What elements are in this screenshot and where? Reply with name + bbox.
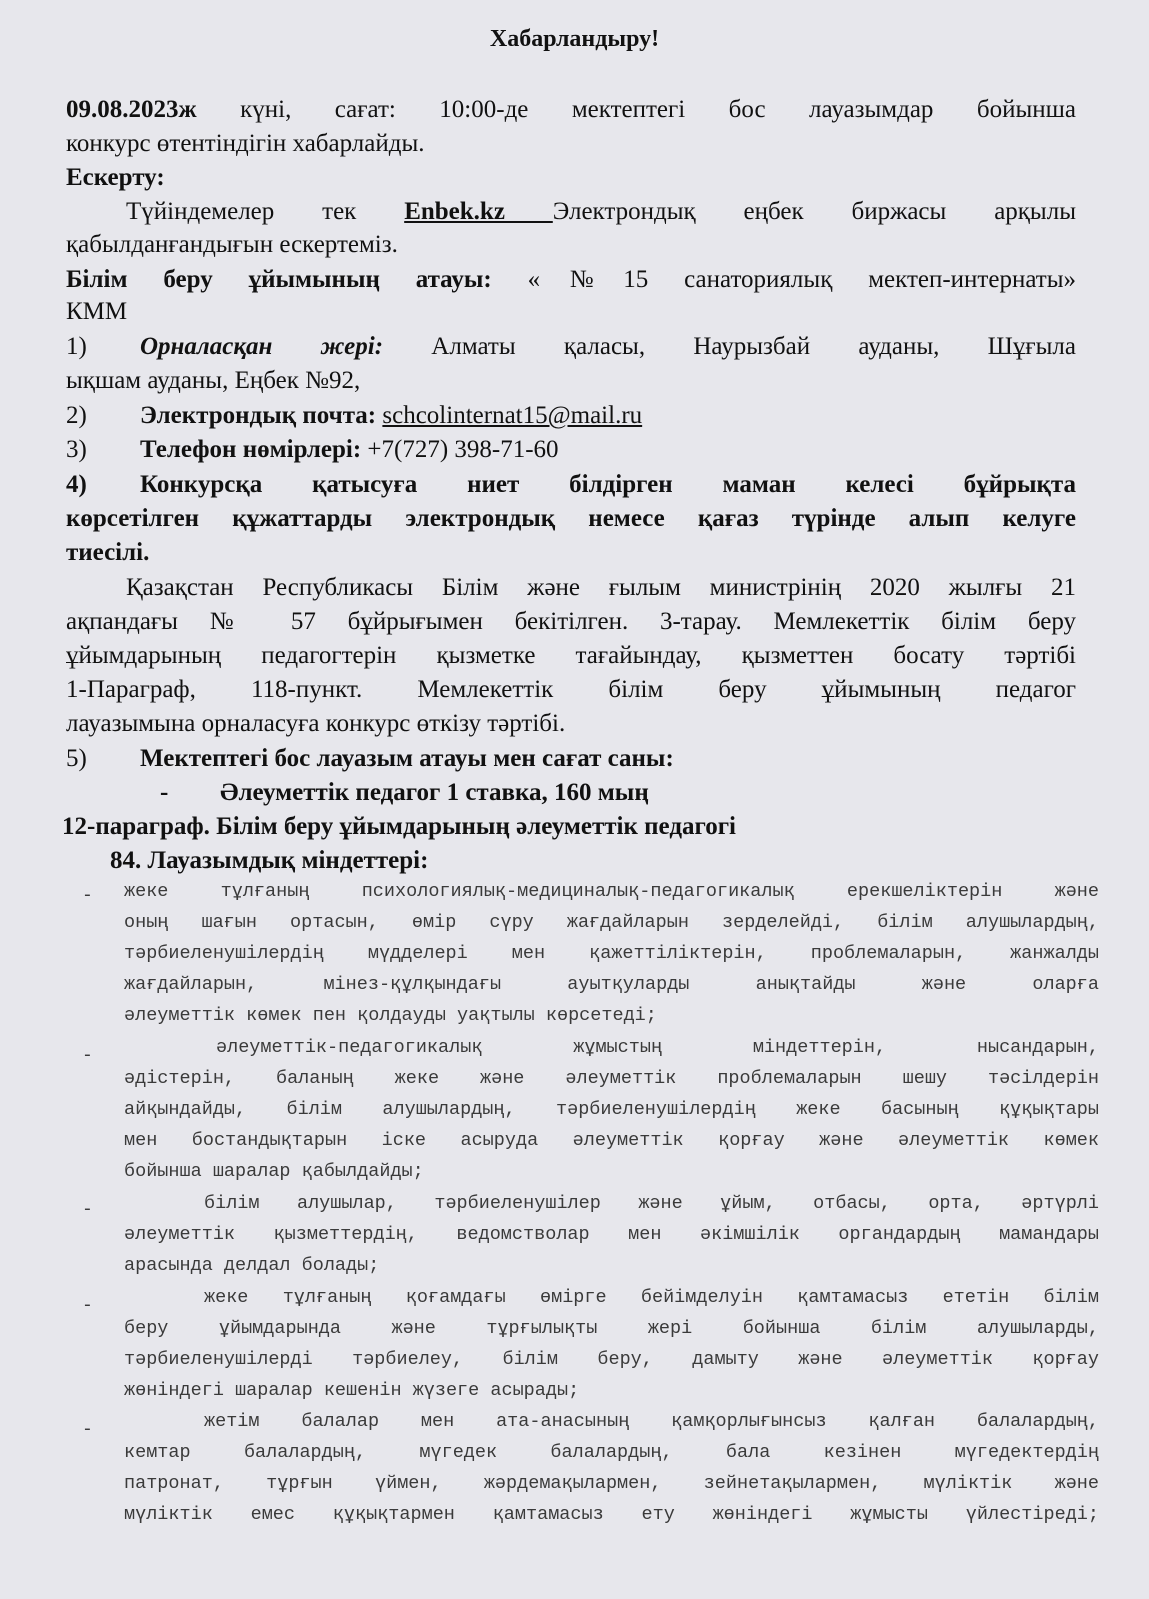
note-line-2: қабылданғандығын ескертеміз.	[66, 231, 398, 258]
order-line-5: лауазымына орналасуға конкурс өткізу тәртібі.	[66, 710, 566, 737]
duty-2: әлеуметтік-педагогикалық жұмыстың міндеттерін, нысандарын, әдістерін, баланың жеке және әлеуметтік проблемаларын шешу тәсілдерін айқындайды, білім алушылардың, тәрбиеленушілердің жеке басының құқықтары мен бостандықтарын іске асыруда әлеуметтік қорғау және әлеуметтік көмек бойынша шаралар қабылдайды;	[124, 1037, 1099, 1182]
paragraph-heading: 12-параграф. Білім беру ұйымдарының әлеуметтік педагогі	[62, 813, 736, 840]
duty-4: жеке тұлғаның қоғамдағы өмірге бейімделуін қамтамасыз ететін білім беру ұйымдарында және тұрғылықты жері бойынша білім алушыларды, тәрбиеленушілерді тәрбиелеу, білім беру, дамыту және әлеуметтік қорғау жөніндегі шаралар кешенін жүзеге асырады;	[124, 1287, 1099, 1401]
announcement-title: Хабарландыру!	[489, 26, 660, 52]
org-label: Білім беру ұйымының атауы:	[66, 266, 492, 293]
item-2: 2) Электрондық почта: schcolinternat15@mail.ru	[66, 402, 643, 429]
note-heading: Ескерту:	[66, 164, 165, 191]
duty-3: білім алушылар, тәрбиеленушілер және ұйым, отбасы, орта, әртүрлі әлеуметтік қызметтердің, ведомстволар мен әкімшілік органдардың мамандары арасында делдал болады;	[124, 1193, 1099, 1276]
vacancy-heading: Мектептегі бос лауазым атауы мен сағат саны:	[140, 745, 674, 772]
item-1: 1) Орналасқан жері: Алматы қаласы, Наурызбай ауданы, Шұғыла	[66, 333, 1076, 360]
order-line-3: ұйымдарының педагогтерін қызметке тағайындау, қызметтен босату тәртібі	[66, 642, 1076, 669]
duty-4-dash: -	[82, 1296, 93, 1316]
note-line-1: Түйіндемелер тек Enbek.kz Электрондық еңбек биржасы арқылы	[126, 198, 1077, 225]
duty-5: жетім балалар мен ата-анасының қамқорлығынсыз қалған балалардың, кемтар балалардың, мүгедек балалардың, бала кезінен мүгедектердің патронат, тұрғын үймен, жәрдемақылармен, зейнетақылармен, мүліктік және мүліктік емес құқықтармен қамтамасыз ету жөніндегі жұмысты үйлестіреді;	[124, 1411, 1099, 1525]
announcement-line-2: конкурс өтентіндігін хабарлайды.	[66, 130, 425, 157]
enbek-link[interactable]: Enbek.kz	[404, 198, 553, 225]
duty-1: жеке тұлғаның психологиялық-медициналық-педагогикалық ерекшеліктерін және оның шағын ортасын, өмір сүру жағдайларын зерделейді, білім алушылардың, тәрбиеленушілердің мүдделері мен қажеттіліктерін, проблемаларын, жанжалды жағдайларын, мінез-құлқындағы ауытқуларды анықтайды және оларға әлеуметтік көмек пен қолдауды уақтылы көрсетеді;	[124, 881, 1099, 1026]
order-line-2: ақпандағы № 57 бұйрығымен бекітілген. 3-тарау. Мемлекеттік білім беру	[66, 608, 1076, 635]
phone-label: Телефон нөмірлері:	[140, 436, 362, 463]
item-4-line-2: көрсетілген құжаттарды электрондық немесе қағаз түрінде алып келуге	[66, 505, 1076, 532]
duty-2-dash: -	[82, 1046, 93, 1066]
duty-3-dash: -	[82, 1200, 93, 1220]
item-1-line-2: ықшам ауданы, Еңбек №92,	[66, 367, 361, 394]
location-label: Орналасқан жері:	[140, 333, 384, 360]
order-line-4: 1-Параграф, 118-пункт. Мемлекеттік білім беру ұйымының педагог	[66, 676, 1076, 703]
item-3: 3) Телефон нөмірлері: +7(727) 398-71-60	[66, 436, 559, 463]
item-4-line-1: 4) Конкурсқа қатысуға ниет білдірген маман келесі бұйрықта	[66, 471, 1076, 498]
item-5: 5) Мектептегі бос лауазым атауы мен сағат саны:	[66, 745, 674, 772]
org-line-2: КММ	[66, 298, 128, 325]
duty-1-dash: -	[82, 886, 93, 906]
org-line-1	[66, 264, 1076, 297]
announcement-date: 09.08.2023ж	[66, 96, 197, 123]
email-link[interactable]: schcolinternat15@mail.ru	[382, 402, 643, 429]
item-4-line-3: тиесілі.	[66, 539, 150, 566]
org-name: «№15 санаториялық мектеп-интернаты»	[491, 266, 1076, 293]
phone-value: +7(727) 398-71-60	[367, 436, 559, 463]
vacancy-item: - Әлеуметтік педагог 1 ставка, 160 мың	[160, 779, 649, 806]
duty-5-dash: -	[82, 1420, 93, 1440]
vacancy-text: Әлеуметтік педагог 1 ставка, 160 мың	[220, 779, 649, 806]
duties-heading: 84. Лауазымдық міндеттері:	[110, 847, 429, 874]
order-line-1: Қазақстан Республикасы Білім және ғылым министрінің 2020 жылғы 21	[126, 574, 1076, 601]
announcement-line-1: 09.08.2023ж күні, сағат: 10:00-де мектептегі бос лауазымдар бойынша	[66, 96, 1076, 123]
email-label: Электрондық почта:	[140, 402, 377, 429]
